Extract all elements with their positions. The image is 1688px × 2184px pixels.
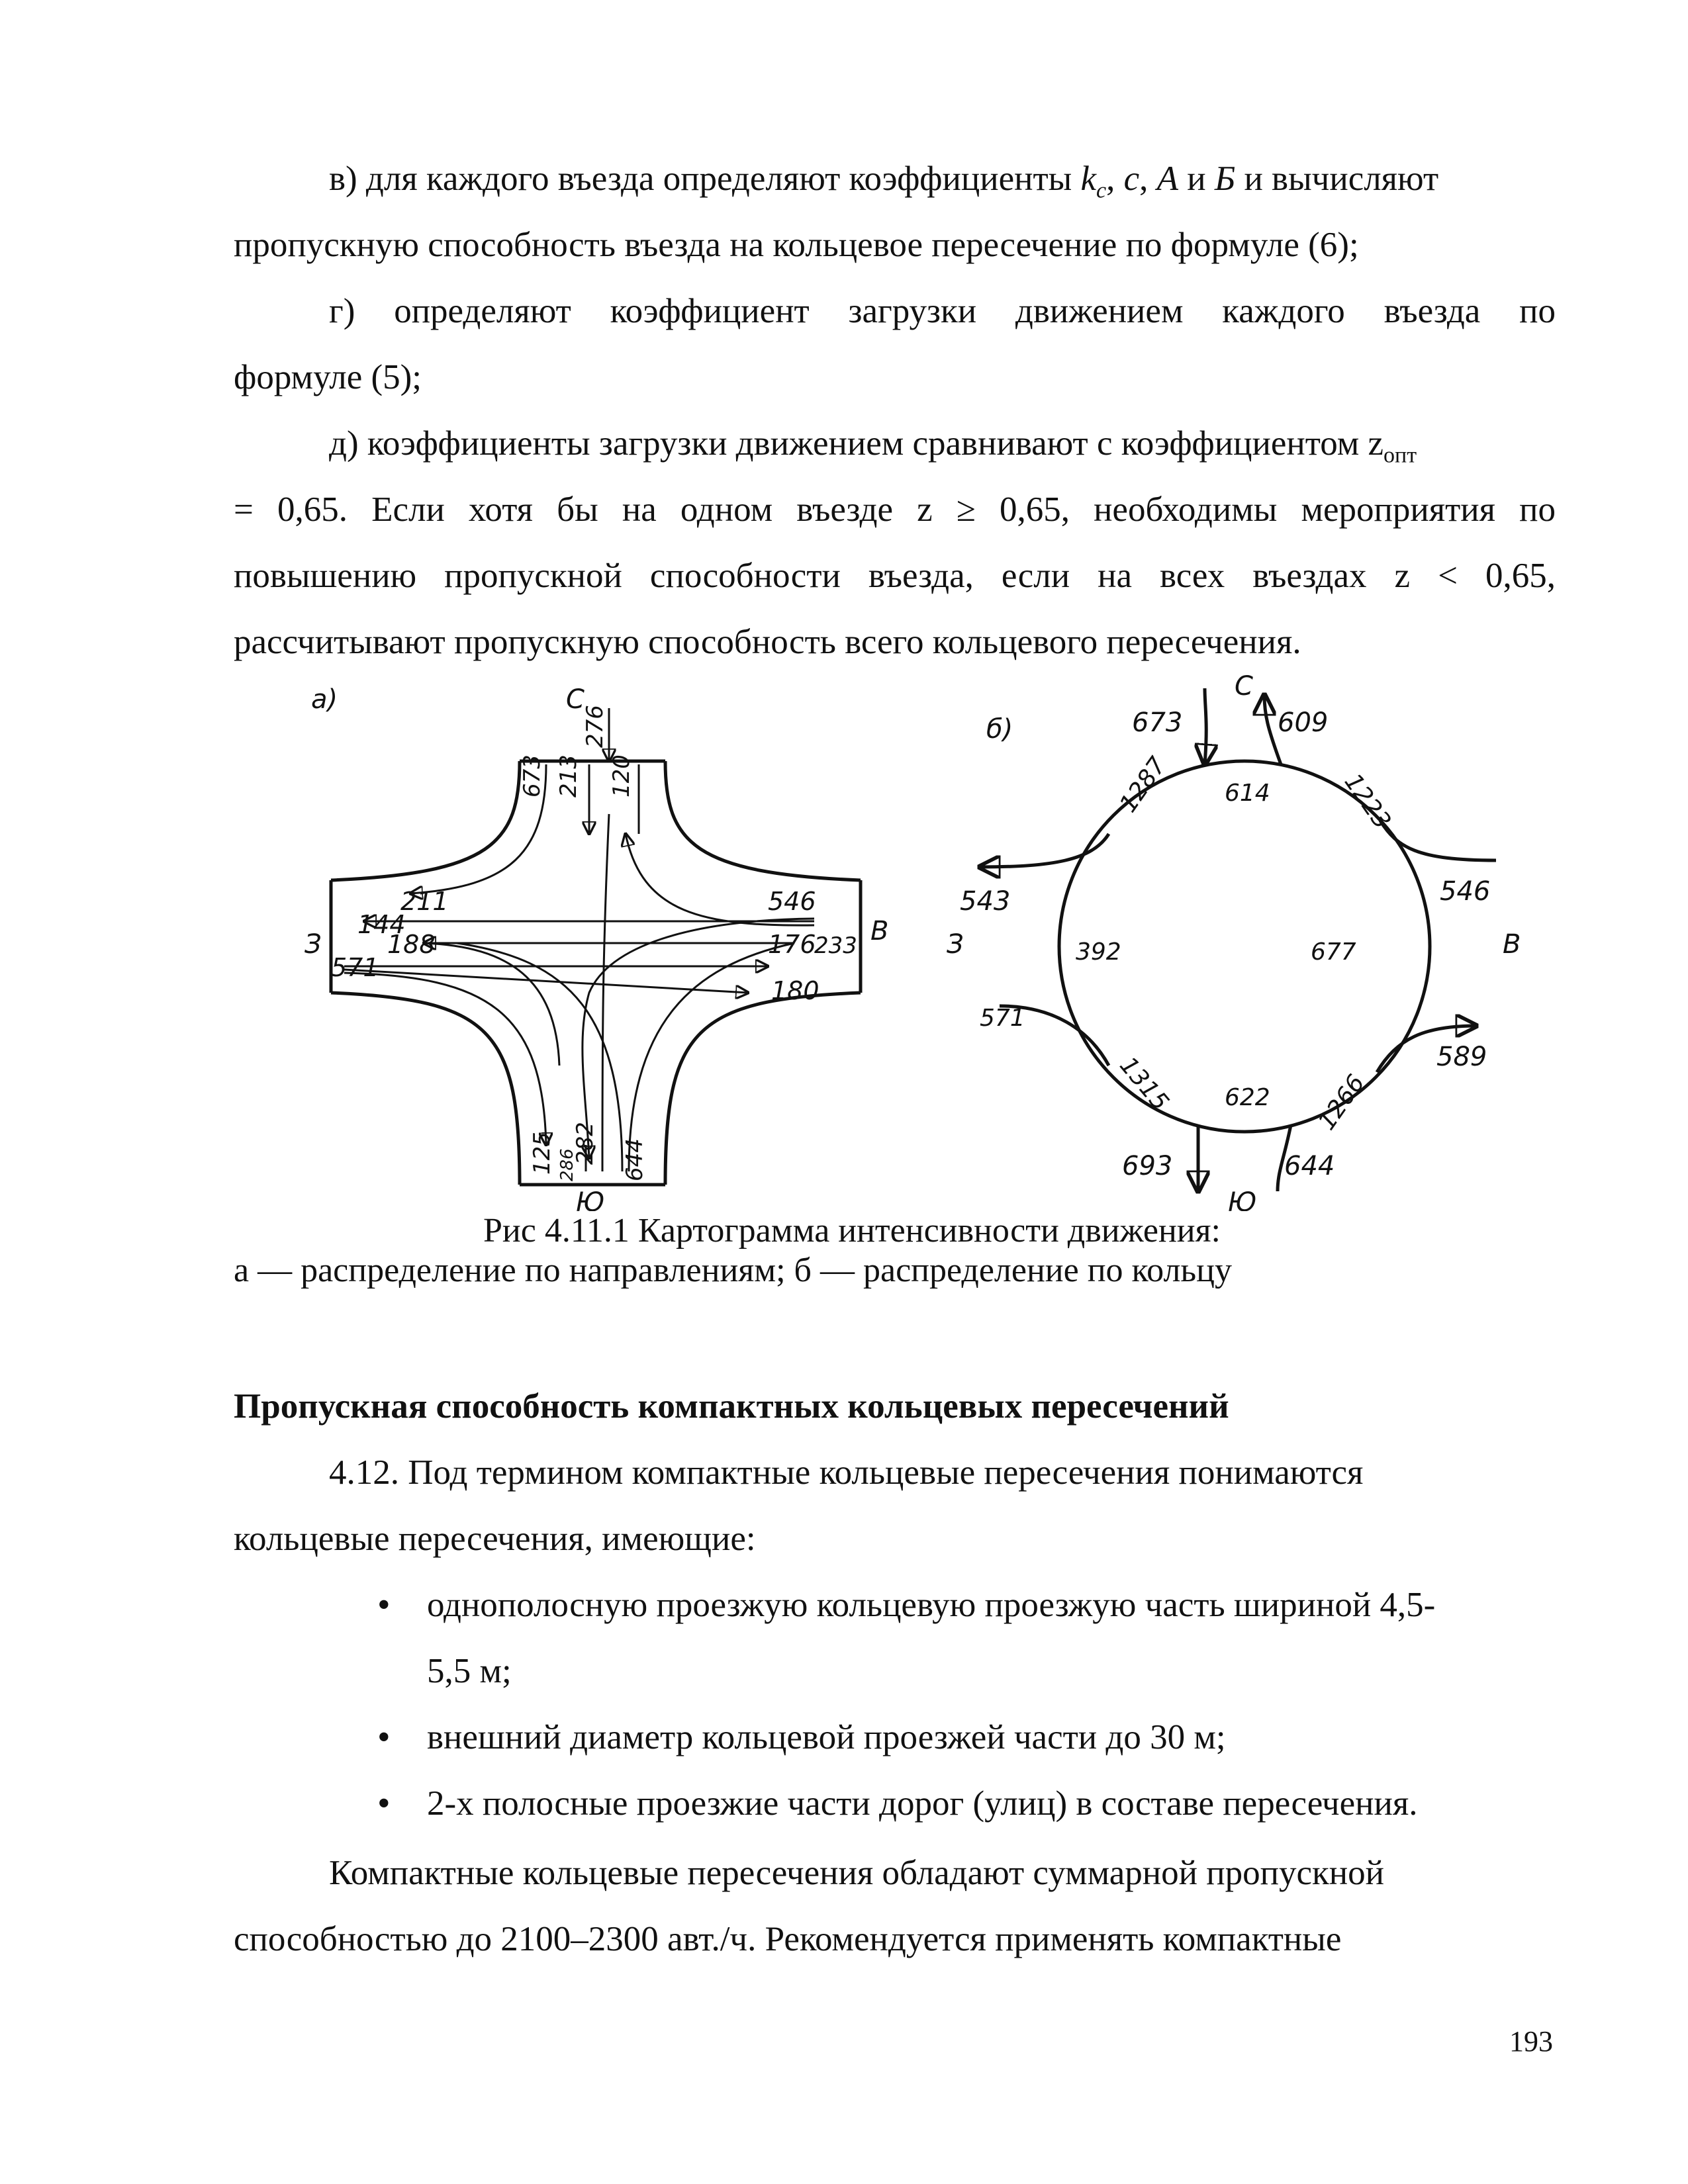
panel-label-a: а) (311, 684, 338, 715)
para-d-line-3: повышению пропускной способности въезда, если на всех въездах z < 0,65, (234, 557, 1556, 595)
page-number: 193 (1509, 2025, 1553, 2058)
flow-s-125: 125 (529, 1132, 555, 1175)
section-p2-line-2: способностью до 2100–2300 авт./ч. Рекомендуется применять компактные (234, 1920, 1342, 1958)
ring-approach-roads (980, 688, 1496, 1191)
bullet-marker-3: • (377, 1783, 391, 1824)
figure-caption-line-1: Рис 4.11.1 Картограмма интенсивности движения: (483, 1212, 1221, 1250)
ring-392: 392 (1076, 938, 1121, 966)
dir-west-a: З (305, 929, 322, 960)
para-g-line-1: г) определяют коэффициент загрузки движением каждого въезда по (329, 292, 1556, 330)
flow-w-in-571: 571 (980, 1005, 1025, 1032)
para-v-text-1: в) для каждого въезда определяют коэффициенты (329, 159, 1081, 198)
flow-w-out-543: 543 (960, 886, 1011, 917)
flow-labels-a (305, 684, 888, 1211)
b-symbol: Б (1214, 159, 1236, 198)
dir-east-b: В (1503, 929, 1521, 960)
ring-1223: 1223 (1338, 768, 1396, 835)
para-v-line-1: в) для каждого въезда определяют коэффициенты $k_c$, с, А и Б и вычисляют (329, 159, 1439, 203)
flow-s-in-644: 644 (1284, 1151, 1335, 1181)
flow-e-in-546: 546 (1440, 876, 1491, 907)
flow-e-546: 546 (768, 887, 816, 916)
ring-1287: 1287 (1114, 752, 1172, 818)
kc-symbol: $k_c$ (1080, 159, 1107, 203)
ring-677: 677 (1311, 938, 1356, 966)
flow-s-286: 286 (557, 1148, 577, 1181)
dir-south-a: Ю (576, 1187, 605, 1211)
section-p1-line-2: кольцевые пересечения, имеющие: (234, 1520, 756, 1558)
flow-n-120: 120 (608, 754, 635, 797)
flow-w-180: 180 (771, 976, 820, 1005)
dir-east-a: В (870, 916, 889, 946)
a-symbol: А (1156, 159, 1179, 198)
para-d-line-4: рассчитывают пропускную способность всего кольцевого пересечения. (234, 623, 1301, 661)
dir-west-b: З (947, 929, 964, 960)
figure-caption-line-2: а — распределение по направлениям; б — распределение по кольцу (234, 1251, 1232, 1289)
flow-n-276: 276 (582, 705, 608, 748)
dir-south-b: Ю (1228, 1187, 1257, 1211)
flow-n-in-673: 673 (1132, 707, 1183, 738)
para-v-line-2: пропускную способность въезда на кольцевое пересечение по формуле (6); (234, 226, 1359, 264)
flow-w-571: 571 (331, 953, 379, 982)
para-d-line-2: = 0,65. Если хотя бы на одном въезде z ≥ 0,65, необходимы мероприятия по (234, 490, 1556, 529)
dir-north-b: С (1235, 671, 1253, 702)
bullet-marker-1: • (377, 1584, 391, 1625)
flow-w-211: 211 (400, 887, 449, 916)
bullet-1-line-2: 5,5 м; (427, 1652, 512, 1690)
flow-s-282: 282 (572, 1122, 598, 1165)
bullet-3-line-1: 2-х полосные проезжие части дорог (улиц) в составе пересечения. (427, 1784, 1418, 1823)
ring-1266: 1266 (1313, 1069, 1370, 1136)
para-d-line-1: д) коэффициенты загрузки движением сравнивают с коэффициентом $z_{опт}$ (329, 424, 1417, 468)
flow-e-out-589: 589 (1436, 1042, 1487, 1072)
flow-s-644: 644 (622, 1138, 648, 1181)
para-g-line-2: формуле (5); (234, 358, 422, 396)
bullet-2-line-1: внешний диаметр кольцевой проезжей части до 30 м; (427, 1718, 1226, 1756)
figure-a-directional-cartogram (291, 682, 900, 1211)
ring-614: 614 (1225, 780, 1270, 807)
section-heading: Пропускная способность компактных кольцевых пересечений (234, 1387, 1229, 1426)
c-symbol: с (1123, 159, 1140, 198)
bullet-1-line-1: однополосную проезжую кольцевую проезжую часть шириной 4,5- (427, 1586, 1436, 1624)
section-p1-line-1: 4.12. Под термином компактные кольцевые пересечения понимаются (329, 1453, 1364, 1492)
flow-n-673: 673 (519, 754, 545, 797)
flow-w-188: 188 (387, 930, 436, 959)
dir-north-a: С (566, 684, 585, 715)
z-opt-subscript: опт (1383, 443, 1417, 468)
section-p2-line-1: Компактные кольцевые пересечения обладают суммарной пропускной (329, 1854, 1384, 1892)
flow-w-144: 144 (357, 910, 406, 939)
ring-1315: 1315 (1114, 1052, 1174, 1116)
flow-n-213: 213 (555, 754, 582, 797)
kc-subscript: c (1096, 178, 1107, 203)
panel-label-b: б) (986, 714, 1013, 745)
ring-622: 622 (1225, 1084, 1270, 1111)
bullet-marker-2: • (377, 1717, 391, 1758)
flow-e-233: 233 (814, 933, 857, 959)
flow-e-176: 176 (768, 930, 816, 959)
flow-s-out-693: 693 (1122, 1151, 1173, 1181)
flow-n-out-609: 609 (1278, 707, 1329, 738)
figure-b-ring-cartogram (933, 668, 1556, 1211)
